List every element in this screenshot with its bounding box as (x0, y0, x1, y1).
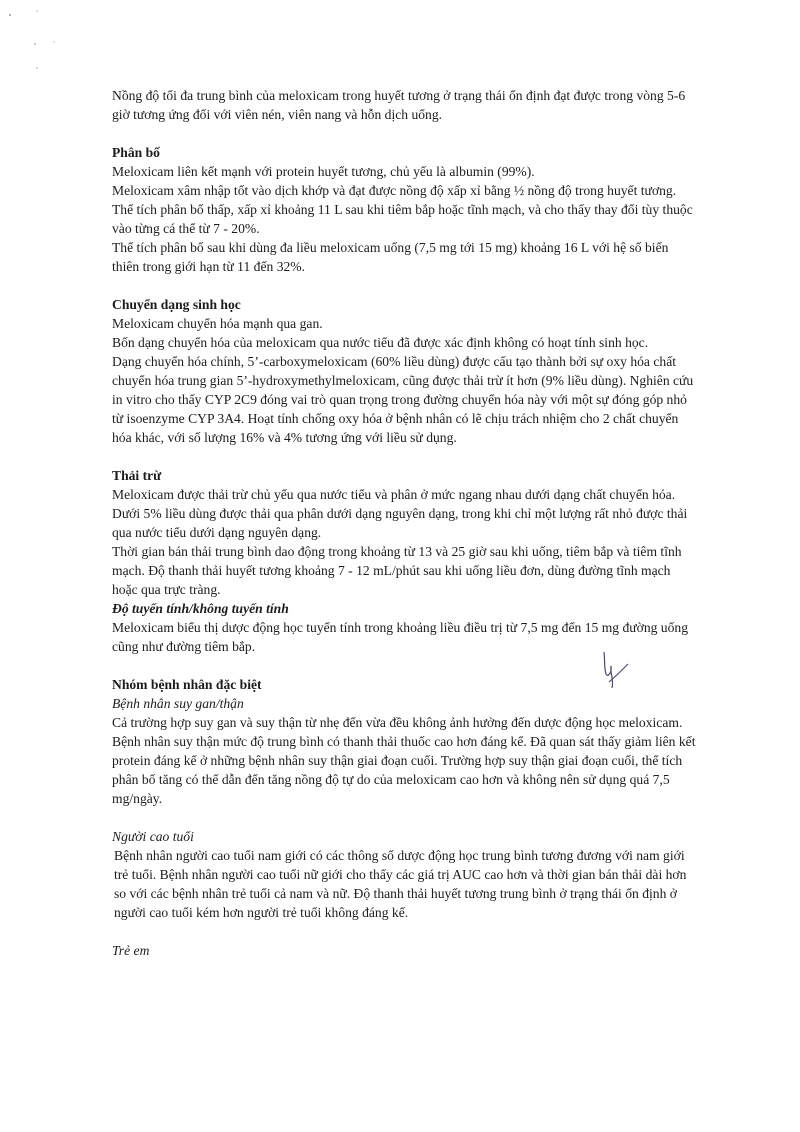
distribution-line: Meloxicam liên kết mạnh với protein huyết tương, chủ yếu là albumin (99%). (112, 164, 535, 179)
special-populations-heading: Nhóm bệnh nhân đặc biệt (112, 677, 262, 692)
biotransformation-line: Meloxicam chuyển hóa mạnh qua gan. (112, 316, 323, 331)
intro-paragraph: Nồng độ tối đa trung bình của meloxicam trong huyết tương ở trạng thái ổn định đạt được trong vòng 5-6 giờ tương ứng đối với viên nén, viên nang và hỗn dịch uống. (112, 88, 686, 122)
biotransformation-line: Bốn dạng chuyển hóa của meloxicam qua nước tiểu đã được xác định không có hoạt tính sinh học. (112, 335, 649, 350)
hepatic-renal-heading: Bệnh nhân suy gan/thận (112, 696, 244, 711)
children-heading: Trẻ em (112, 943, 150, 958)
handwritten-initials (592, 648, 632, 692)
elderly-text: Bệnh nhân người cao tuổi nam giới có các thông số dược động học trung bình tương đương với nam giới trẻ tuổi. Bệnh nhân người cao tuổi nữ giới cho thấy các giá trị AUC cao hơn và thời gian bán thải dài hơn so với các bệnh nhân trẻ tuổi cả nam và nữ. Độ thanh thải huyết tương trung bình ở trạng thái ổn định ở người cao tuổi kém hơn người trẻ tuổi không đáng kể. (114, 848, 687, 920)
distribution-line: Thể tích phân bố sau khi dùng đa liều meloxicam uống (7,5 mg tới 15 mg) khoảng 16 L với hệ số biến thiên trong giới hạn từ 11 đến 32%. (112, 240, 669, 274)
elimination-heading: Thải trừ (112, 468, 162, 483)
distribution-heading: Phân bố (112, 145, 160, 160)
biotransformation-heading: Chuyển dạng sinh học (112, 297, 241, 312)
scan-specks (0, 0, 80, 80)
elderly-heading: Người cao tuổi (112, 829, 194, 844)
document-page (112, 86, 698, 960)
distribution-line: Thể tích phân bố thấp, xấp xỉ khoảng 11 L sau khi tiêm bắp hoặc tĩnh mạch, và cho thấy thay đổi tùy thuộc vào từng cá thể từ 7 - 20%. (112, 202, 693, 236)
elimination-line: Meloxicam được thải trừ chủ yếu qua nước tiểu và phân ở mức ngang nhau dưới dạng chất chuyển hóa. Dưới 5% liều dùng được thải qua phân dưới dạng nguyên dạng, trong khi chỉ một lượng rất nhỏ được thải qua nước tiểu dưới dạng nguyên dạng. (112, 487, 688, 540)
distribution-line: Meloxicam xâm nhập tốt vào dịch khớp và đạt được nồng độ xấp xỉ bằng ½ nồng độ trong huyết tương. (112, 183, 677, 198)
hepatic-renal-text: Cả trường hợp suy gan và suy thận từ nhẹ đến vừa đều không ảnh hưởng đến dược động học meloxicam. Bệnh nhân suy thận mức độ trung bình có thanh thải thuốc cao hơn đáng kể. Đã quan sát thấy giảm liên kết protein đáng kể ở những bệnh nhân suy thận giai đoạn cuối. Trường hợp suy thận giai đoạn cuối, thể tích phân bố tăng có thể dẫn đến tăng nồng độ tự do của meloxicam cao hơn và không nên sử dụng quá 7,5 mg/ngày. (112, 715, 696, 806)
linearity-heading: Độ tuyến tính/không tuyến tính (112, 601, 289, 616)
biotransformation-line: Dạng chuyển hóa chính, 5’-carboxymeloxicam (60% liều dùng) được cấu tạo thành bởi sự oxy hóa chất chuyển hóa trung gian 5’-hydroxymethylmeloxicam, cũng được thải trừ ít hơn (9% liều dùng). Nghiên cứu in vitro cho thấy CYP 2C9 đóng vai trò quan trọng trong đường chuyển hóa này với một sự đóng góp nhỏ từ isoenzyme CYP 3A4. Hoạt tính chống oxy hóa ở bệnh nhân có lẽ chịu trách nhiệm cho 2 chất chuyển hóa khác, với số lượng 16% và 4% tương ứng với liều sử dụng. (112, 354, 694, 445)
linearity-text: Meloxicam biểu thị dược động học tuyến tính trong khoảng liều điều trị từ 7,5 mg đến 15 mg đường uống cũng như đường tiêm bắp. (112, 620, 688, 654)
elimination-line: Thời gian bán thải trung bình dao động trong khoảng từ 13 và 25 giờ sau khi uống, tiêm bắp và tiêm tĩnh mạch. Độ thanh thải huyết tương khoảng 7 - 12 mL/phút sau khi uống liều đơn, dùng đường tĩnh mạch hoặc qua trực tràng. (112, 544, 682, 597)
